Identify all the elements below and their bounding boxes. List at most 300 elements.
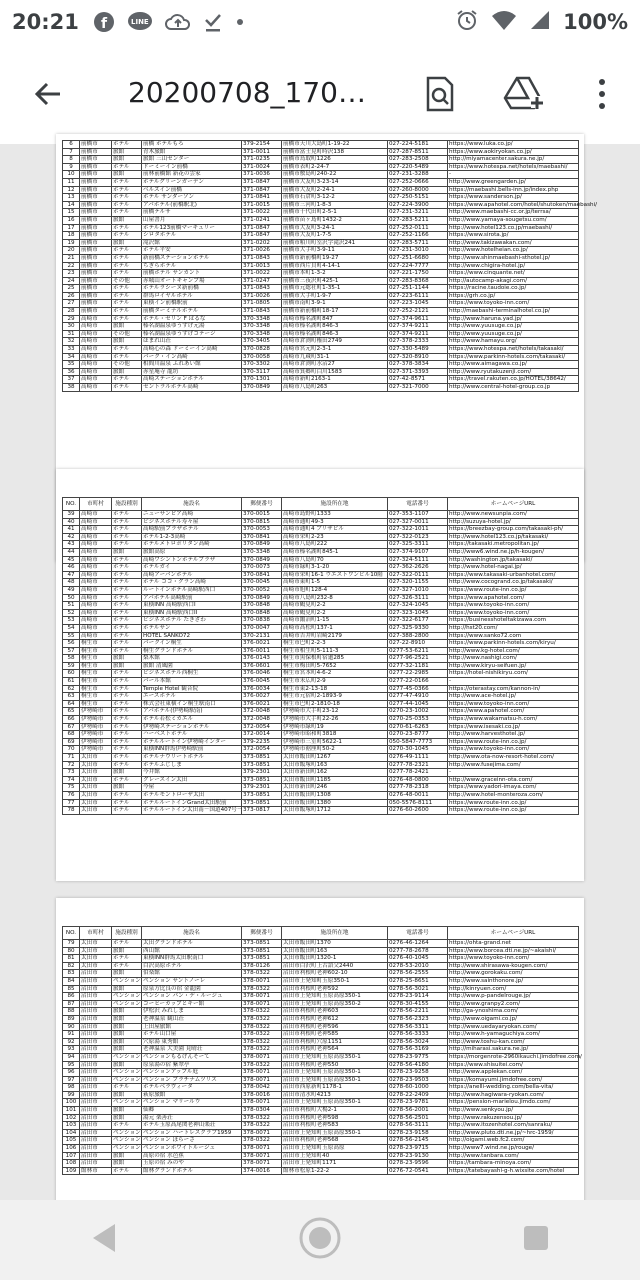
table-cell: 027-322-0123: [388, 533, 448, 541]
table-cell: http://suzuya-hotel.jp/: [448, 518, 579, 526]
back-button[interactable]: [28, 74, 68, 114]
table-cell: 378-0322: [242, 1114, 282, 1122]
table-row: [63, 1152, 579, 1160]
table-cell: 高崎市: [80, 511, 112, 519]
table-cell: 370-0849: [242, 541, 282, 549]
table-cell: https://www.route-inn.co.jp/: [448, 586, 579, 594]
table-cell: 前橋市大友町3-24-1: [282, 224, 388, 232]
table-cell: 371-0247: [242, 277, 282, 285]
table-cell: 旅館: [112, 216, 142, 224]
table-cell: 老神温泉 大美園 見晴荘: [142, 1046, 242, 1054]
table-cell: 29: [63, 315, 80, 323]
table-cell: 46: [63, 564, 80, 572]
table-cell: 30: [63, 323, 80, 331]
table-cell: ホテル: [112, 224, 142, 232]
table-row: [63, 361, 579, 369]
table-cell: 高崎市: [80, 632, 112, 640]
table-row: [63, 670, 579, 678]
table-cell: 370-0849: [242, 556, 282, 564]
facility-table-page-3: [62, 926, 582, 1175]
more-options-button[interactable]: [580, 72, 624, 116]
table-cell: 沼田市: [80, 977, 112, 985]
table-cell: 58: [63, 655, 80, 663]
table-cell: 376-0045: [242, 678, 282, 686]
table-cell: 0278-23-9130: [388, 1152, 448, 1160]
table-cell: 高崎市: [80, 526, 112, 534]
table-cell: 378-0322: [242, 985, 282, 993]
table-cell: 高崎市栄町2-23: [282, 533, 388, 541]
nav-home-button[interactable]: [298, 1216, 342, 1264]
table-row: [63, 754, 579, 762]
table-cell: 85: [63, 985, 80, 993]
table-cell: 伊勢崎市: [80, 746, 112, 754]
table-cell: 71: [63, 754, 80, 762]
table-cell: 370-0053: [242, 526, 282, 534]
table-cell: 今井館: [142, 769, 242, 777]
table-row: [63, 1107, 579, 1115]
table-cell: https://www.wakamatsu-h.com/: [448, 716, 579, 724]
table-cell: 027-374-9211: [388, 330, 448, 338]
table-cell: https://www.apahotel.com/: [448, 708, 579, 716]
table-cell: 東横INN 高崎駅西口I: [142, 602, 242, 610]
table-header-cell: 施設種別: [112, 927, 142, 940]
table-cell: 前橋市: [80, 178, 112, 186]
table-cell: 80: [63, 947, 80, 955]
table-cell: https://www.cinquante.net/: [448, 270, 579, 278]
table-cell: 378-0071: [242, 977, 282, 985]
table-cell: 0278-23-9503: [388, 1076, 448, 1084]
table-cell: 太田市飯塚町163: [282, 761, 388, 769]
add-to-drive-icon: [504, 76, 544, 112]
table-cell: 373-0851: [242, 776, 282, 784]
table-cell: 371-0024: [242, 163, 282, 171]
table-cell: 0278-56-3169: [388, 1046, 448, 1054]
table-row: [63, 541, 579, 549]
table-cell: 370-0848: [242, 609, 282, 617]
table-cell: アパホテル(伊勢崎駅南): [142, 708, 242, 716]
table-row: [63, 270, 579, 278]
table-cell: 旅館: [112, 1061, 142, 1069]
table-cell: 027-22-8910: [388, 640, 448, 648]
table-cell: 高崎市: [80, 361, 112, 369]
table-cell: 太田市飯田町1320-1: [282, 955, 388, 963]
table-cell: ホテル: [112, 617, 142, 625]
table-cell: 0277-53-6211: [388, 647, 448, 655]
table-cell: 373-0851: [242, 791, 282, 799]
table-cell: ホテル: [112, 292, 142, 300]
table-cell: https://www.parkinn-hotels.com/kiryu/: [448, 640, 579, 648]
table-cell: http://www.cocogrand.co.jp/takasaki/: [448, 579, 579, 587]
table-cell: 赤城山オートキャンプ場: [142, 277, 242, 285]
table-row: [63, 1137, 579, 1145]
table-row: [63, 1069, 579, 1077]
table-cell: 55: [63, 632, 80, 640]
table-cell: 前橋 ホテルもろ: [142, 141, 242, 149]
table-cell: 旅館: [112, 1152, 142, 1160]
table-cell: http://www.yamaya-sougetsu.com/: [448, 216, 579, 224]
table-cell: 0277-22-2985: [388, 670, 448, 678]
table-cell: http://www.greengarden.jp/: [448, 178, 579, 186]
table-cell: http://www.hotel123.co.jp/maebashi/: [448, 224, 579, 232]
table-cell: 378-0304: [242, 1107, 282, 1115]
table-cell: シロタホテル: [142, 232, 242, 240]
table-cell: ホテル山口屋: [142, 1031, 242, 1039]
table-cell: 0277-78-2421: [388, 769, 448, 777]
table-cell: 027-224-5181: [388, 141, 448, 149]
table-cell: 旅館: [112, 156, 142, 164]
table-cell: 旅館: [112, 784, 142, 792]
table-cell: 旅館: [112, 1023, 142, 1031]
table-cell: 378-0322: [242, 1122, 282, 1130]
table-row: [63, 239, 579, 247]
table-cell: http://www.granpy2.com/: [448, 1000, 579, 1008]
nav-back-button[interactable]: [89, 1222, 119, 1258]
table-cell: 027-251-6680: [388, 254, 448, 262]
table-cell: 太田市: [80, 769, 112, 777]
table-cell: 前橋市: [80, 308, 112, 316]
table-cell: 前橋ターミナルホテル: [142, 308, 242, 316]
table-cell: https://www.shisuitei.com/: [448, 1061, 579, 1069]
wifi-icon: [491, 9, 517, 36]
table-cell: 太田市: [80, 761, 112, 769]
table-cell: -: [448, 769, 579, 777]
table-row: [63, 807, 579, 815]
table-cell: 0270-30-1045: [388, 746, 448, 754]
table-cell: ホテル: [112, 746, 142, 754]
table-cell: 378-0322: [242, 1031, 282, 1039]
table-cell: http://oigami.web.fc2.com/: [448, 1137, 579, 1145]
table-cell: 65: [63, 708, 80, 716]
table-row: [63, 346, 579, 354]
table-cell: ホテル: [112, 776, 142, 784]
table-row: [63, 178, 579, 186]
table-row: [63, 571, 579, 579]
table-cell: ホテル: [112, 353, 142, 361]
table-cell: 榛名湖温泉ゆうすげ元湯: [142, 323, 242, 331]
table-row: [63, 368, 579, 376]
table-cell: ホテル: [112, 163, 142, 171]
table-cell: https://www.route-inn.co.jp/: [448, 799, 579, 807]
table-header-cell: 電話番号: [388, 498, 448, 511]
table-row: [63, 723, 579, 731]
table-cell: 93: [63, 1046, 80, 1054]
table-cell: 027-374-9211: [388, 323, 448, 331]
table-cell: パーク・イン高崎: [142, 353, 242, 361]
table-cell: https://www.sanko72.com: [448, 632, 579, 640]
table-cell: 高崎市: [80, 346, 112, 354]
table-cell: 高崎市八島町232-8: [282, 594, 388, 602]
table-cell: 027-378-3834: [388, 361, 448, 369]
table-cell: http://www.chigira-hotel.jp/: [448, 262, 579, 270]
table-cell: ホテルモントローザ太田: [142, 791, 242, 799]
table-cell: 沼田市: [80, 1015, 112, 1023]
table-cell: 53: [63, 617, 80, 625]
table-header-cell: NO.: [63, 927, 80, 940]
table-cell: 桐生市: [80, 662, 112, 670]
table-cell: 0270-23-8777: [388, 731, 448, 739]
table-cell: 0278-23-9775: [388, 1053, 448, 1061]
table-cell: 027-374-9107: [388, 548, 448, 556]
table-cell: http://www.hagiwara-ryokan.com/: [448, 1091, 579, 1099]
table-cell: ペンションアップル庭: [142, 1069, 242, 1077]
table-cell: http://www.gorokaku.com/: [448, 970, 579, 978]
table-cell: ホテル: [112, 807, 142, 815]
table-cell: 桐生市: [80, 640, 112, 648]
table-cell: 前橋市: [80, 201, 112, 209]
table-cell: 伊勢崎市大手町22-26: [282, 716, 388, 724]
table-cell: 378-0322: [242, 1015, 282, 1023]
table-cell: 027-224-7777: [388, 262, 448, 270]
table-row: [63, 962, 579, 970]
table-cell: 沼田市上発知町玉原高原350-2: [282, 1000, 388, 1008]
table-cell: アパホテル高崎駅前: [142, 594, 242, 602]
table-cell: ホテル: [112, 1122, 142, 1130]
table-cell: 伊勢崎市緑町19: [282, 723, 388, 731]
table-cell: 旅館: [112, 338, 142, 346]
table-cell: http://www.senkyou.jp/: [448, 1107, 579, 1115]
table-row: [63, 970, 579, 978]
table-cell: 74: [63, 776, 80, 784]
table-cell: 高崎市: [80, 330, 112, 338]
table-cell: 83: [63, 970, 80, 978]
table-cell: 旅館: [112, 655, 142, 663]
add-to-drive-button[interactable]: [502, 72, 546, 116]
table-cell: ホテル: [112, 254, 142, 262]
table-row: [63, 533, 579, 541]
table-cell: 桐生市: [80, 678, 112, 686]
table-cell: 370-0015: [242, 511, 282, 519]
table-cell: 9: [63, 163, 80, 171]
table-cell: 前橋市天川大島町1-19-22: [282, 141, 388, 149]
table-cell: 前橋市: [80, 254, 112, 262]
nav-recents-button[interactable]: [521, 1223, 551, 1257]
table-cell: 10: [63, 171, 80, 179]
table-cell: 沼田市上発知町玉原高原350-1: [282, 1076, 388, 1084]
table-row: [63, 209, 579, 217]
table-row: [63, 693, 579, 701]
table-cell: コーヒーカップとキー館: [142, 1000, 242, 1008]
table-cell: http://www.aimagawa.co.jp/: [448, 361, 579, 369]
table-cell: 高崎市倉渕町水沼27: [282, 361, 388, 369]
table-cell: 太田市: [80, 940, 112, 948]
table-cell: 7: [63, 148, 80, 156]
table-cell: ペンション: [113, 1076, 141, 1083]
table-cell: http://www.ryutakuzenji.com/: [448, 368, 579, 376]
table-cell: 97: [63, 1076, 80, 1084]
table-cell: 原泉湯の宿 紫翠亭: [142, 1061, 242, 1069]
table-cell: 沼田市: [80, 1122, 112, 1130]
table-row: [63, 685, 579, 693]
table-cell: http://ga-ynoshima.com/: [448, 1008, 579, 1016]
table-cell: 378-0016: [242, 1091, 282, 1099]
table-cell: 027-260-8000: [388, 186, 448, 194]
svg-text:f: f: [100, 16, 107, 32]
table-cell: Temple Hotel 観音院: [142, 685, 242, 693]
table-cell: 379-2301: [242, 784, 282, 792]
table-row: [63, 1053, 579, 1061]
table-cell: 0278-23-9715: [388, 1145, 448, 1153]
table-cell: 66: [63, 716, 80, 724]
table-cell: 92: [63, 1038, 80, 1046]
table-cell: ホテル ココ・グラン高崎: [142, 579, 242, 587]
table-cell: 0278-60-1000: [388, 1084, 448, 1092]
table-cell: ペンション: [113, 1000, 141, 1007]
table-cell: 0277-32-1181: [388, 662, 448, 670]
table-cell: 沼田市利根町老神592: [282, 985, 388, 993]
table-cell: 旅館: [112, 1160, 142, 1168]
table-cell: 78: [63, 807, 80, 815]
table-cell: ホテル: [112, 647, 142, 655]
table-cell: 027-231-3010: [388, 247, 448, 255]
table-cell: 高崎市: [80, 384, 112, 392]
table-cell: 0277-44-1045: [388, 700, 448, 708]
table-cell: http://autocamp-akagi.com/: [448, 277, 579, 285]
table-row: [63, 708, 579, 716]
table-cell: http://www.hotelheian.co.jp/: [448, 247, 579, 255]
table-cell: 旅館: [112, 1046, 142, 1054]
table-cell: 20: [63, 247, 80, 255]
table-cell: 沼田市利根町老神596: [282, 1023, 388, 1031]
table-cell: 378-0322: [242, 1137, 282, 1145]
table-cell: 63: [63, 693, 80, 701]
table-cell: 前橋市新前橋町18-17: [282, 308, 388, 316]
table-cell: ホテルベラヴィータ: [142, 1084, 242, 1092]
table-cell: 前橋市: [80, 232, 112, 240]
facebook-icon: [93, 11, 115, 33]
table-cell: 370-0841: [242, 571, 282, 579]
table-cell: 372-0054: [242, 723, 282, 731]
table-cell: 前橋市千代田町2-5-1: [282, 209, 388, 217]
table-cell: ホテルルートイン太田南－国道407号－: [143, 807, 243, 814]
table-cell: ホテル: [112, 270, 142, 278]
table-cell: ホテルラシーヌ新前橋: [142, 285, 242, 293]
table-cell: 027-322-6177: [388, 617, 448, 625]
facility-table-page-2: [62, 497, 579, 815]
table-cell: ペンション プラチナムツリス: [142, 1076, 242, 1084]
table-cell: http://miharasi.sakura.ne.jp/: [448, 1046, 579, 1054]
table-cell: 0277-96-2521: [388, 655, 448, 663]
table-cell: 高崎市: [80, 602, 112, 610]
table-cell: -: [448, 171, 579, 179]
table-cell: 027-283-2508: [388, 156, 448, 164]
table-cell: 378-0322: [242, 970, 282, 978]
table-cell: 379-2154: [242, 141, 282, 149]
table-cell: 桐生市梅田町5-7652: [282, 662, 388, 670]
table-cell: 高崎アーバンホテル: [142, 571, 242, 579]
table-cell: 67: [63, 723, 80, 731]
table-cell: 太田市飯田町1185: [282, 776, 388, 784]
table-cell: https://www.sirota.jp/: [448, 232, 579, 240]
table-cell: 371-0847: [242, 178, 282, 186]
table-cell: ルートインホテル高崎駅西口: [142, 586, 242, 594]
table-cell: 370-3348: [242, 548, 282, 556]
table-cell: 高崎市箕郷町白川1583: [282, 368, 388, 376]
table-row: [63, 163, 579, 171]
pdf-page-3: [56, 898, 584, 1218]
table-cell: 25: [63, 285, 80, 293]
table-cell: https://breezbay-group.com/takasaki-ph/: [448, 526, 579, 534]
table-cell: http://www.shirasawa-kougen.com/: [448, 962, 579, 970]
table-row: [63, 1099, 579, 1107]
table-cell: https://www.toyoko-inn.com/: [448, 609, 579, 617]
table-cell: 0278-56-4180: [388, 1061, 448, 1069]
table-cell: 99: [63, 1091, 80, 1099]
table-row: [63, 254, 579, 262]
table-cell: ちぎらホテル: [142, 262, 242, 270]
table-cell: 0278-56-3021: [388, 985, 448, 993]
table-header-cell: 施設所在地: [282, 927, 388, 940]
table-cell: 027-374-9611: [388, 315, 448, 323]
table-cell: 372-0054: [242, 746, 282, 754]
table-cell: 旅館: [112, 1008, 142, 1016]
table-cell: 370-1301: [242, 376, 282, 384]
table-cell: 高崎市高松町137-1: [282, 624, 388, 632]
table-cell: ホテル: [112, 384, 142, 392]
table-cell: 86: [63, 993, 80, 1001]
table-cell: 371-0026: [242, 292, 282, 300]
table-cell: 027-327-0011: [388, 518, 448, 526]
table-cell: 376-0021: [242, 640, 282, 648]
table-cell: 378-0322: [242, 1061, 282, 1069]
table-cell: 前橋市大友町2-24-1: [282, 186, 388, 194]
table-cell: ホテル・セリン F はるな: [142, 315, 242, 323]
table-cell: 0276-46-1264: [388, 940, 448, 948]
table-cell: 027-327-1010: [388, 586, 448, 594]
table-cell: 伊勢崎市大手町23-12: [282, 708, 388, 716]
table-cell: 370-3302: [242, 361, 282, 369]
table-cell: http://www.hotel123.co.jp/takasaki/: [448, 533, 579, 541]
table-cell: 上田屋旅館: [142, 1023, 242, 1031]
document-viewer[interactable]: [0, 141, 640, 1200]
table-cell: https://tambara-minoya.com/: [448, 1160, 579, 1168]
table-cell: 376-0046: [242, 670, 282, 678]
table-cell: 旅館: [112, 1038, 142, 1046]
table-cell: 94: [63, 1053, 80, 1061]
table-cell: パール本館: [142, 678, 242, 686]
table-cell: 沼田市: [80, 1023, 112, 1031]
table-cell: 沼田市利根町老神585: [282, 1031, 388, 1039]
table-cell: 0276-72-0541: [388, 1167, 448, 1175]
table-cell: 371-0013: [242, 262, 282, 270]
table-cell: 050-5576-8111: [388, 799, 448, 807]
pdf-page-2: [56, 469, 584, 881]
table-cell: 371-0847: [242, 232, 282, 240]
table-row: [63, 940, 579, 948]
table-cell: 前橋市: [80, 270, 112, 278]
table-cell: 旅館: [112, 662, 142, 670]
table-cell: 0278-56-2211: [388, 1008, 448, 1016]
table-cell: 6: [63, 141, 80, 149]
find-in-document-button[interactable]: [418, 72, 462, 116]
table-cell: ホテル: [112, 315, 142, 323]
table-row: [63, 716, 579, 724]
table-cell: 太田市飯田町1380: [282, 799, 388, 807]
table-row: [63, 947, 579, 955]
table-cell: 桐生市: [80, 693, 112, 701]
table-cell: https://racine.taudoie.co.jp/: [448, 285, 579, 293]
table-cell: 98: [63, 1084, 80, 1092]
table-cell: 沼田市白沢町上古語父2440: [282, 962, 388, 970]
table-cell: 沼田市利根町老神564: [282, 1046, 388, 1054]
table-cell: 378-0042: [242, 1084, 282, 1092]
table-cell: https://www.isesaki.co.jp/: [448, 723, 579, 731]
table-row: [63, 624, 579, 632]
table-cell: 11: [63, 178, 80, 186]
table-cell: 27: [63, 300, 80, 308]
table-cell: ホテル1-2-3高崎: [142, 533, 242, 541]
table-cell: ホテルグリーンガーデン: [142, 178, 242, 186]
table-cell: ホテル: [112, 962, 142, 970]
